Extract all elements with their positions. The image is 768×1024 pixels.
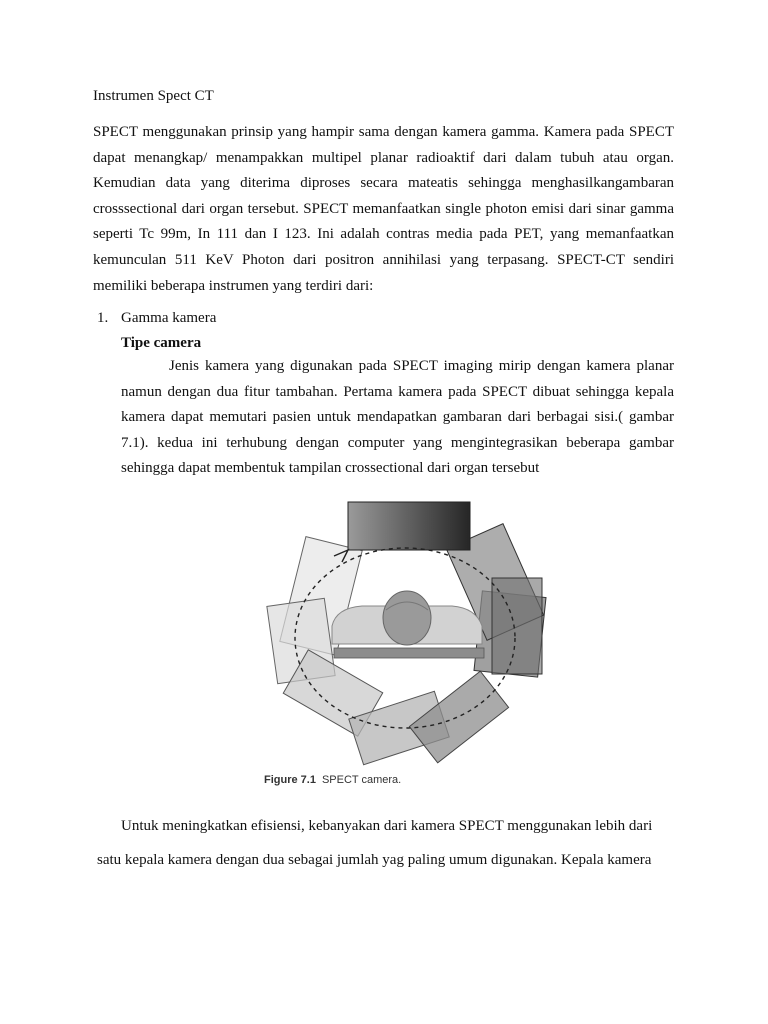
patient-table bbox=[334, 648, 484, 658]
closing-paragraph-line-2: satu kepala kamera dengan dua sebagai jumlah yag paling umum digunakan. Kepala kamera bbox=[97, 852, 652, 868]
camera-head-right-side bbox=[492, 578, 542, 674]
document-title: Instrumen Spect CT bbox=[93, 88, 214, 104]
figure-label: Figure 7.1 bbox=[264, 774, 316, 786]
camera-head-top bbox=[348, 502, 470, 550]
figure-caption-text: SPECT camera. bbox=[321, 774, 402, 786]
list-label: Gamma kamera bbox=[121, 310, 217, 326]
camera-head-bottom-right bbox=[409, 671, 508, 763]
patient-head bbox=[383, 591, 431, 645]
spect-camera-figure bbox=[262, 498, 548, 768]
subheading-tipe-camera: Tipe camera bbox=[121, 335, 202, 351]
spect-camera-illustration bbox=[262, 498, 548, 768]
closing-paragraph-line-1: Untuk meningkatkan efisiensi, kebanyakan dari kamera SPECT menggunakan lebih dari bbox=[121, 818, 653, 834]
figure-caption bbox=[264, 774, 401, 786]
list-item-gamma-kamera bbox=[97, 308, 216, 328]
camera-paragraph: Jenis kamera yang digunakan pada SPECT imaging mirip dengan kamera planar namun dengan dua fitur tambahan. Pertama kamera pada SPECT dibuat sehingga kepala kamera dapat memutari pasien untuk mendapatkan gambaran dari berbagai sisi.( gambar 7.1). kedua ini terhubung dengan computer yang mengintegrasikan beberapa gambar sehingga dapat membentuk tampilan crossectional dari organ tersebut bbox=[121, 358, 674, 477]
list-number: 1. bbox=[97, 310, 109, 326]
intro-paragraph: SPECT menggunakan prinsip yang hampir sama dengan kamera gamma. Kamera pada SPECT dapat menangkap/ menampakkan multipel planar radioaktif dari dalam tubuh atau organ. Kemudian data yang diterima diproses secara mateatis sehingga menghasilkangambaran crosssectional dari organ tersebut. SPECT memanfaatkan single photon emisi dari sinar gamma seperti Tc 99m, In 111 dan I 123. Ini adalah contras media pada PET, yang memanfaatkan kemunculan 511 KeV Photon dari positron annihilasi yang terpasang. SPECT-CT sendiri memiliki beberapa instrumen yang terdiri dari: bbox=[93, 124, 674, 294]
